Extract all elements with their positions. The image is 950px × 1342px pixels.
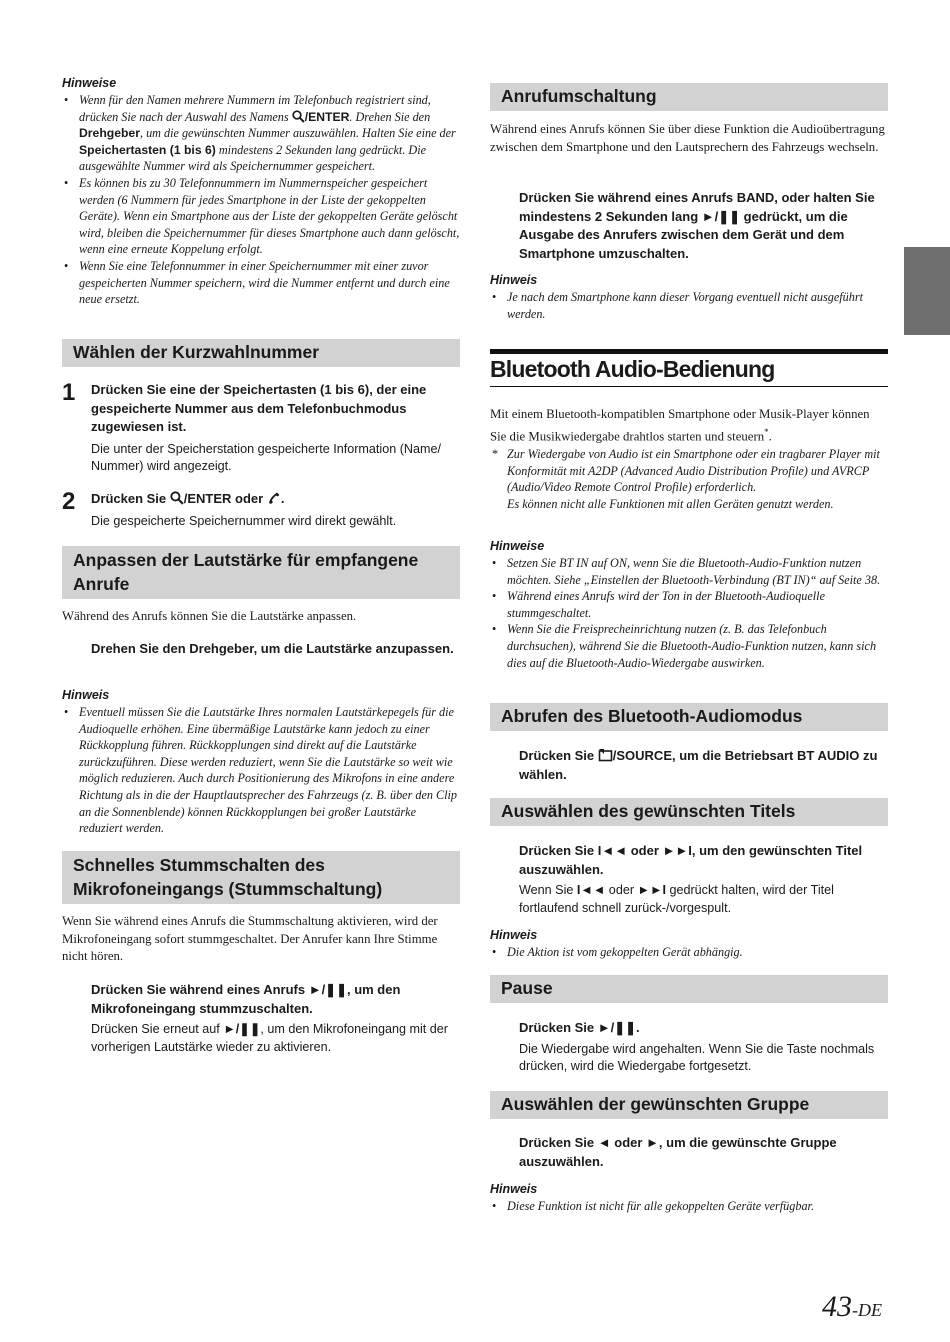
gruppe-hinweis [490, 1182, 888, 1215]
step-result: Drücken Sie erneut auf ►/❚❚, um den Mikrofoneingang mit der vorherigen Lautstärke wieder zu aktivieren. [91, 1022, 448, 1054]
list-item: • Während eines Anrufs wird der Ton in der Bluetooth-Audioquelle stummgeschaltet. [490, 588, 888, 621]
titel-step [490, 842, 888, 917]
titel-hinweis [490, 928, 888, 961]
stumm-step [62, 981, 460, 1056]
list-item: • Je nach dem Smartphone kann dieser Vorgang eventuell nicht ausgeführt werden. [490, 289, 888, 322]
section-heading-kurzwahl: Wählen der Kurzwahlnummer [62, 339, 460, 367]
hinweis-title: Hinweis [62, 688, 110, 702]
list-item: • Eventuell müssen Sie die Lautstärke Ihres normalen Lautstärkepegels für die Audioquelle erhöhen. Eine übermäßige Lautstärke kann jedoch zu einer Rückkopplung führen. Rückkopplungen sind direkt auf die Lautstärke zurückzuführen. Diese werden reduziert, wenn Sie die Lautstärke so weit wie möglich reduzieren. Auch durch Positionierung des Mikrofons in eine andere Richtung als in die der Hauptlautsprecher des Fahrzeugs (z. B. über den Clip an die Sonnenblende) können Rückkopplungen bei großer Lautstärke reduziert werden. [62, 704, 460, 837]
anruf-hinweis [490, 273, 888, 322]
list-item: • Es können bis zu 30 Telefonnummern im Nummernspeicher gespeichert werden (6 Nummern für jedes Smartphone in der Liste der gekoppelten Geräte). Wenn ein Smartphone aus der Liste der gekoppelten Geräte gelöscht wird, bleiben die Speichernummer für dieses Smartphone auch dann gelöscht, wenn eine erneute Koppelung erfolgt. [62, 175, 460, 258]
step-instruction: Drücken Sie I◄◄ oder ►►I, um den gewünschten Titel auszuwählen. [519, 843, 863, 877]
list-item: • Wenn für den Namen mehrere Nummern im Telefonbuch registriert sind, drücken Sie nach der Auswahl des Namens /ENTER. Drehen Sie den Drehgeber, um die gewünschten Nummer auszuwählen. Halten Sie eine der Speichertasten (1 bis 6) mindestens 2 Sekunden lang gedrückt. Die ausgewählte Nummer wird als Speichernummer gespeichert. [62, 92, 460, 175]
list-item: • Wenn Sie eine Telefonnummer in einer Speichernummer mit einer zuvor gespeicherten Nummer speichern, wird die Nummer entfernt und durch eine neue ersetzt. [62, 258, 460, 308]
section-heading-abrufen: Abrufen des Bluetooth-Audiomodus [490, 703, 888, 731]
step-result: Die unter der Speicherstation gespeicherte Information (Name/ Nummer) wird angezeigt. [91, 441, 442, 473]
step-instruction: Drücken Sie /ENTER oder . [91, 491, 285, 506]
hinweis-title: Hinweis [490, 273, 538, 287]
chapter-title: Bluetooth Audio-Bedienung [490, 349, 888, 387]
bt-intro: Mit einem Bluetooth-kompatiblen Smartphone oder Musik-Player können Sie die Musikwiedergabe drahtlos starten und steuern*. [490, 407, 870, 443]
chapter-side-tab [904, 247, 950, 335]
bt-hinweise [490, 539, 888, 671]
list-item: • Wenn Sie die Freisprecheinrichtung nutzen (z. B. das Telefonbuch durchsuchen), während Sie die Bluetooth-Audio-Funktion nutzen, kann sich dies auf die Bluetooth-Audio-Wiedergabe auswirken. [490, 621, 888, 671]
bt-footnote: * Zur Wiedergabe von Audio ist ein Smartphone oder ein tragbarer Player mit Konformität mit A2DP (Advanced Audio Distribution Profile) und AVRCP (Audio/Video Remote Control Profile) erforderlich. Es können nicht alle Funktionen mit allen Geräten genutzt werden. [492, 447, 880, 511]
hinweise-top [62, 76, 460, 308]
gruppe-instruction: Drücken Sie ◄ oder ►, um die gewünschte Gruppe auszuwählen. [519, 1135, 837, 1169]
search-icon [170, 491, 184, 505]
lautstaerke-hinweis [62, 688, 460, 837]
step-number: 2 [62, 488, 76, 515]
abrufen-instruction: Drücken Sie /SOURCE, um die Betriebsart BT AUDIO zu wählen. [519, 748, 878, 782]
section-heading-titel: Auswählen des gewünschten Titels [490, 798, 888, 826]
lautstaerke-intro: Während des Anrufs können Sie die Lautstärke anpassen. [62, 609, 357, 623]
step-instruction: Drücken Sie ►/❚❚. [519, 1020, 640, 1035]
phone-icon [267, 491, 281, 505]
step-result: Wenn Sie I◄◄ oder ►►I gedrückt halten, wird der Titel fortlaufend schnell zurück-/vorgespult. [519, 883, 834, 915]
page-number: 43-DE [822, 1290, 882, 1323]
pause-step [490, 1019, 888, 1076]
section-heading-lautstaerke: Anpassen der Lautstärke für empfangene Anrufe [62, 546, 460, 599]
section-heading-gruppe: Auswählen der gewünschten Gruppe [490, 1091, 888, 1119]
step-instruction: Drücken Sie während eines Anrufs ►/❚❚, um den Mikrofoneingang stummzuschalten. [91, 982, 401, 1016]
search-icon [292, 110, 305, 123]
step-result: Die gespeicherte Speichernummer wird direkt gewählt. [91, 513, 397, 528]
hinweise-title: Hinweise [62, 76, 117, 90]
list-item: • Setzen Sie BT IN auf ON, wenn Sie die Bluetooth-Audio-Funktion nutzen möchten. Siehe „Einstellen der Bluetooth-Verbindung (BT IN)“ auf Seite 38. [490, 555, 888, 588]
hinweis-title: Hinweis [490, 928, 538, 942]
lautstaerke-instruction: Drehen Sie den Drehgeber, um die Lautstärke anzupassen. [91, 641, 454, 656]
section-heading-pause: Pause [490, 975, 888, 1003]
source-icon [598, 748, 613, 762]
hinweise-list [62, 92, 460, 308]
step-instruction: Drücken Sie eine der Speichertasten (1 bis 6), der eine gespeicherte Nummer aus dem Telefonbuchmodus zugewiesen ist. [91, 382, 427, 434]
step-result: Die Wiedergabe wird angehalten. Wenn Sie die Taste nochmals drücken, wird die Wiedergabe fortgesetzt. [519, 1041, 875, 1073]
stumm-intro: Wenn Sie während eines Anrufs die Stummschaltung aktivieren, wird der Mikrofoneingang sofort stummgeschaltet. Der Anrufer kann Ihre Stimme nicht hören. [62, 914, 438, 963]
step-1 [62, 381, 460, 476]
section-heading-anruf: Anrufumschaltung [490, 83, 888, 111]
step-2 [62, 490, 460, 530]
section-heading-stumm: Schnelles Stummschalten des Mikrofoneingangs (Stummschaltung) [62, 851, 460, 904]
anruf-instruction: Drücken Sie während eines Anrufs BAND, oder halten Sie mindestens 2 Sekunden lang ►/❚❚ gedrückt, um die Ausgabe des Anrufers zwischen dem Gerät und dem Smartphone umzuschalten. [519, 190, 875, 261]
step-number: 1 [62, 379, 76, 406]
hinweise-title: Hinweise [490, 539, 545, 553]
anruf-intro: Während eines Anrufs können Sie über diese Funktion die Audioübertragung zwischen dem Smartphone und den Lautsprechern des Fahrzeugs wechseln. [490, 122, 885, 154]
hinweis-title: Hinweis [490, 1182, 538, 1196]
list-item: • Diese Funktion ist nicht für alle gekoppelten Geräte verfügbar. [490, 1198, 888, 1215]
list-item: • Die Aktion ist vom gekoppelten Gerät abhängig. [490, 944, 888, 961]
